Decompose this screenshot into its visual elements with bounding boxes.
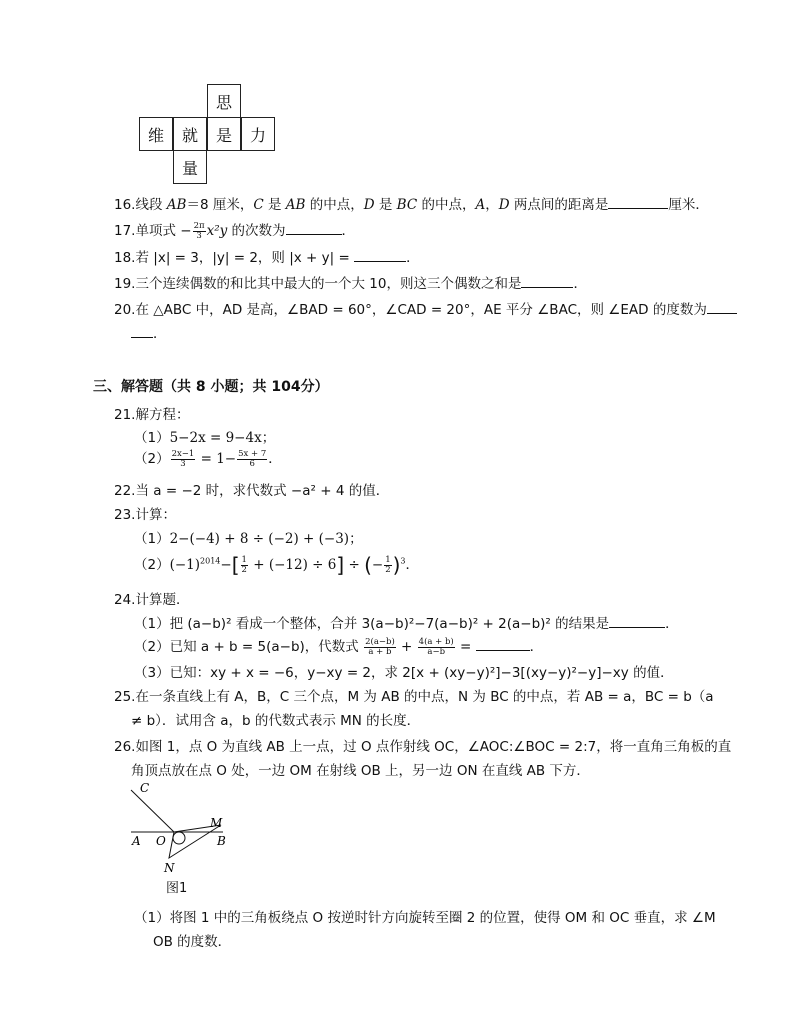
net-cell-left: 维	[139, 117, 173, 151]
question-21	[114, 403, 189, 423]
q21-sub2	[134, 447, 282, 469]
label-c: C	[140, 781, 150, 795]
q20-end: ．	[153, 326, 167, 342]
net-cell-top: 思	[207, 84, 241, 118]
question-number: 25.	[114, 689, 136, 705]
answer-blank[interactable]	[609, 615, 665, 628]
ray-oc	[131, 790, 174, 832]
numerator: 4(a + b)	[418, 636, 454, 647]
net-cell-center: 就	[173, 117, 207, 151]
q16-text-9: 厘米．	[668, 197, 709, 213]
paren-close: )	[392, 553, 401, 577]
q16-text-8: 两点间的距离是	[509, 197, 609, 213]
answer-blank-part1[interactable]	[707, 301, 737, 314]
q16-var-3: AB	[285, 197, 306, 213]
bracket-open: [	[231, 553, 240, 577]
q26-sub1-cont	[153, 930, 231, 950]
q16-var-2: C	[253, 197, 264, 213]
q16-var-5: BC	[396, 197, 418, 213]
q25-line1: 在一条直线上有 A，B，C 三个点，M 为 AB 的中点，N 为 BC 的中点，若 AB = a，BC = b（a	[135, 689, 714, 705]
denominator: 3	[196, 230, 202, 241]
question-26	[114, 735, 731, 755]
answer-blank[interactable]	[521, 275, 573, 288]
question-16	[114, 193, 709, 213]
numerator: 1	[241, 554, 247, 565]
q16-text-5: 是	[374, 197, 397, 213]
q16-var-7: D	[498, 197, 510, 213]
q17-end: ．	[341, 223, 356, 239]
q26-line1: 如图 1，点 O 为直线 AB 上一点，过 O 点作射线 OC，∠AOC:∠BOC = 2:7，将一直角三角板的直	[135, 739, 732, 755]
q18-end: ．	[406, 250, 420, 266]
sub-label: （3）	[134, 665, 170, 681]
equals-sign: =	[455, 639, 476, 655]
q21-sub1	[134, 426, 275, 446]
answer-blank[interactable]	[608, 196, 668, 209]
question-number: 17.	[114, 223, 136, 239]
numerator: 2π	[193, 220, 205, 231]
denominator: 6	[249, 458, 255, 469]
q16-var-6: A	[475, 197, 486, 213]
label-a: A	[132, 834, 141, 848]
label-n: N	[164, 861, 175, 875]
exponent: 2014	[200, 556, 221, 566]
question-number: 18.	[114, 250, 136, 266]
q24-sub3	[134, 661, 674, 681]
question-number: 19.	[114, 276, 136, 292]
q24-s1-end: ．	[665, 616, 679, 632]
paren-open: (	[364, 553, 372, 577]
question-25-cont	[131, 709, 420, 729]
question-20	[114, 298, 737, 318]
minus-sign: −	[371, 557, 384, 573]
net-cell-bottom: 量	[173, 150, 207, 184]
q19-end: ．	[573, 276, 587, 292]
denominator: 2	[241, 564, 247, 575]
q16-var-1: AB	[166, 197, 187, 213]
answer-blank[interactable]	[286, 222, 342, 235]
question-number: 20.	[114, 302, 136, 318]
q19-text: 三个连续偶数的和比其中最大的一个大 10，则这三个偶数之和是	[135, 276, 522, 292]
q24-s2-text: 已知 a + b = 5(a−b)，代数式	[169, 639, 364, 655]
expression: 2−(−4) + 8 ÷ (−2) + (−3)；	[169, 531, 363, 547]
question-22	[114, 479, 389, 499]
section-title: 三、解答题（共 8 小题；共 104分）	[93, 379, 329, 395]
question-number: 21.	[114, 407, 136, 423]
q24-sub2	[134, 635, 543, 657]
fraction	[384, 556, 391, 575]
q25-line2: ≠ b）．试用含 a，b 的代数式表示 MN 的长度．	[131, 713, 421, 729]
q20-text: 在 △ABC 中，AD 是高，∠BAD = 60°，∠CAD = 20°，AE 平分 ∠BAC，则 ∠EAD 的度数为	[135, 302, 707, 318]
sub-label: （2）	[134, 639, 170, 655]
expr-end: ．	[405, 557, 420, 573]
question-18	[114, 246, 420, 266]
equation-mid: = 1−	[196, 451, 237, 467]
q16-text-1: 线段	[135, 197, 167, 213]
label-b: B	[217, 834, 226, 848]
numerator: 2x−1	[171, 448, 195, 459]
fraction	[418, 638, 455, 657]
numerator: 2(a−b)	[365, 636, 395, 647]
numerator: 1	[385, 554, 391, 565]
question-23	[114, 503, 176, 523]
expr-d: ÷	[344, 557, 365, 573]
label-m: M	[210, 816, 223, 830]
q26-line2: 角顶点放在点 O 处，一边 OM 在射线 OB 上，另一边 ON 在直线 AB 下方．	[131, 763, 590, 779]
q16-text-4: 的中点，	[305, 197, 364, 213]
expr-c: + (−12) ÷ 6	[248, 557, 337, 573]
q16-text-6: 的中点，	[417, 197, 476, 213]
bracket-close: ]	[336, 553, 345, 577]
fraction	[241, 556, 248, 575]
answer-blank[interactable]	[476, 638, 530, 651]
question-number: 23.	[114, 507, 136, 523]
net-cell-center-right: 是	[207, 117, 241, 151]
sub-label: （1）	[134, 531, 170, 547]
q16-var-4: D	[363, 197, 375, 213]
hole-circle	[173, 832, 185, 844]
fraction	[364, 638, 396, 657]
numerator: 5x + 7	[238, 448, 267, 459]
q17-text-2: 的次数为	[227, 223, 286, 239]
net-cell-right: 力	[241, 117, 275, 151]
denominator: 2	[385, 564, 391, 575]
q16-text-3: 是	[263, 197, 286, 213]
q24-s2-end: ．	[529, 639, 544, 655]
fraction	[193, 222, 206, 241]
sub-label: （1）	[134, 616, 170, 632]
q17-text-1: 单项式 −	[135, 223, 192, 239]
sub-label: （2）	[134, 557, 170, 573]
exponent: 3	[400, 556, 406, 566]
q21-title: 解方程：	[135, 407, 190, 423]
q16-text-2: ＝8 厘米，	[186, 197, 254, 213]
q24-s1-text: 把 (a−b)² 看成一个整体，合并 3(a−b)²−7(a−b)² + 2(a−b)² 的结果是	[169, 616, 610, 632]
fraction	[237, 450, 267, 469]
question-number: 26.	[114, 739, 136, 755]
question-number: 24.	[114, 592, 136, 608]
q26-s1-line2: OB 的度数．	[153, 934, 232, 950]
q23-sub2	[134, 553, 419, 575]
expr-b: −	[220, 557, 232, 573]
plus-sign: +	[396, 639, 417, 655]
question-17	[114, 219, 355, 241]
q24-s3-text: 已知：xy + x = −6，y−xy = 2，求 2[x + (xy−y)²]−3[(xy−y)²−y]−xy 的值．	[169, 665, 674, 681]
equation-end: ．	[268, 451, 282, 467]
answer-blank-part2[interactable]	[131, 325, 153, 338]
denominator: 3	[180, 458, 186, 469]
q16-text-7: ，	[485, 197, 499, 213]
sub-label: （1）	[134, 430, 170, 446]
q26-sub1	[134, 906, 716, 926]
expr-a: (−1)	[169, 557, 201, 573]
q24-title: 计算题．	[135, 592, 190, 608]
question-25	[114, 685, 714, 705]
fraction	[171, 450, 196, 469]
q24-sub1	[134, 612, 679, 632]
q22-text: 当 a = −2 时，求代数式 −a² + 4 的值．	[135, 483, 390, 499]
q18-text: 若 |x| = 3，|y| = 2，则 |x + y| =	[135, 250, 355, 266]
q26-s1-line1: 将图 1 中的三角板绕点 O 按逆时针方向旋转至圈 2 的位置，使得 OM 和 OC 垂直，求 ∠M	[169, 910, 716, 926]
q23-title: 计算：	[135, 507, 176, 523]
sub-label: （1）	[134, 910, 170, 926]
sub-label: （2）	[134, 451, 170, 467]
equation: 5−2x = 9−4x；	[169, 430, 276, 446]
answer-blank[interactable]	[354, 249, 406, 262]
denominator: a−b	[427, 646, 446, 657]
label-o: O	[156, 834, 166, 848]
question-19	[114, 272, 587, 292]
question-26-cont	[131, 759, 590, 779]
denominator: a + b	[368, 646, 392, 657]
question-number: 22.	[114, 483, 136, 499]
question-24	[114, 588, 189, 608]
q23-sub1	[134, 527, 363, 547]
q17-expr: x²y	[206, 223, 228, 239]
figure-caption: 图1	[166, 881, 188, 896]
question-20-cont	[131, 322, 167, 342]
question-number: 16.	[114, 197, 136, 213]
